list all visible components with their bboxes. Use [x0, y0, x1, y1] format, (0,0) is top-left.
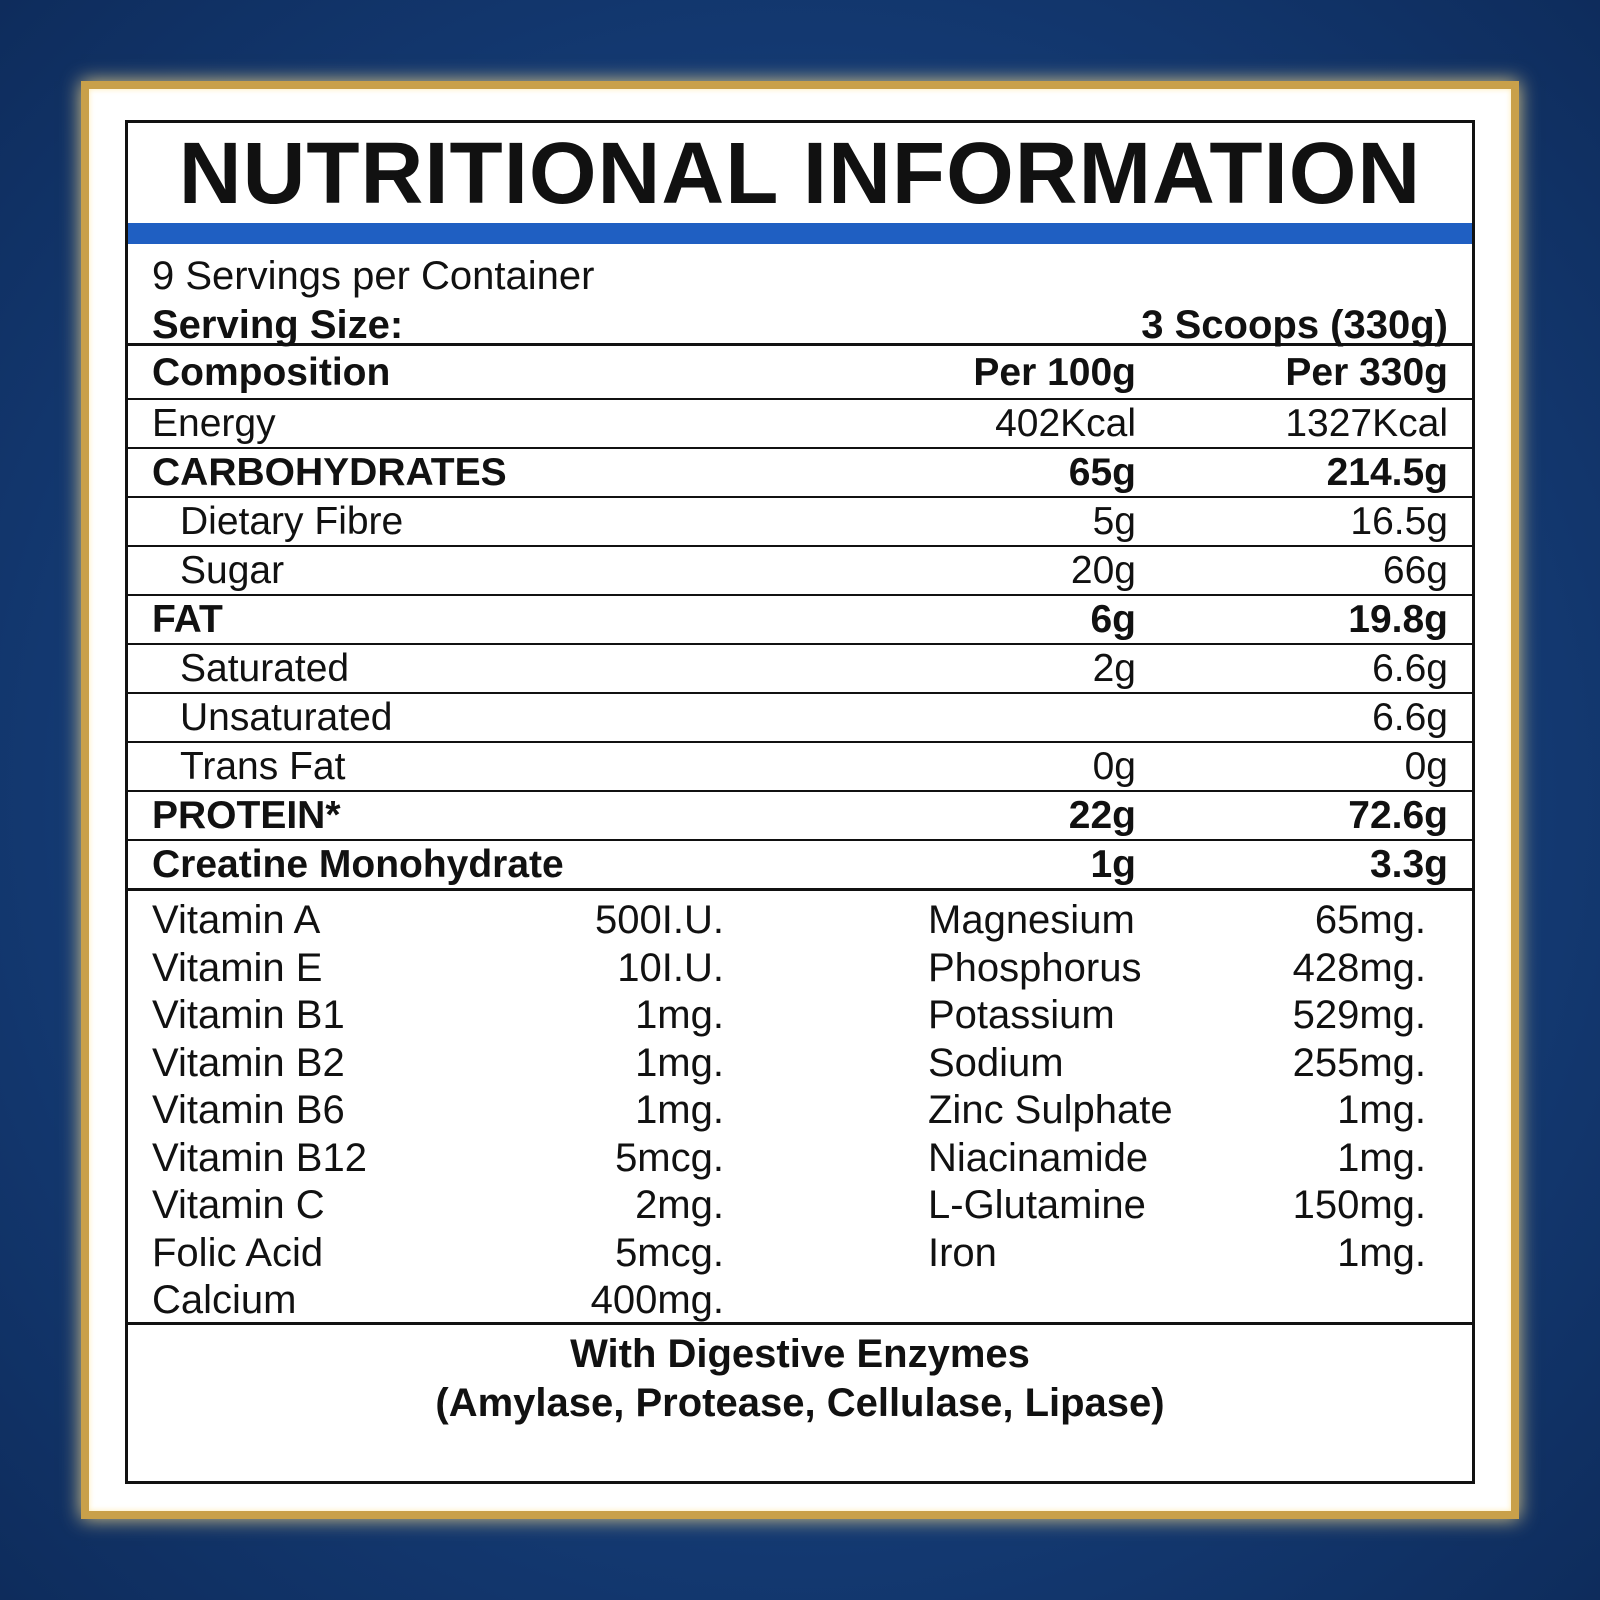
micro-name: Sodium [928, 1040, 1064, 1085]
row-name: FAT [128, 595, 812, 644]
micro-value: 1mg. [635, 1088, 724, 1132]
list-item [152, 1135, 724, 1183]
row-name: Dietary Fibre [128, 497, 812, 546]
table-row [128, 595, 1472, 644]
table-row [128, 399, 1472, 448]
title-accent-bar [128, 223, 1472, 244]
row-per-100g: 6g [812, 595, 1144, 644]
micro-name: Vitamin B6 [152, 1088, 345, 1132]
list-item [152, 1230, 724, 1278]
list-item [928, 1087, 1426, 1135]
row-name: CARBOHYDRATES [128, 448, 812, 497]
row-per-330g: 66g [1144, 546, 1472, 595]
micronutrients-left-column [152, 897, 724, 1322]
list-item [152, 992, 724, 1040]
serving-size-label: Serving Size: [152, 303, 404, 347]
list-item [928, 1230, 1426, 1278]
enzymes-title: With Digestive Enzymes [570, 1332, 1030, 1376]
row-name: Energy [128, 399, 812, 448]
row-per-100g [812, 693, 1144, 742]
list-item [928, 897, 1426, 945]
table-row [128, 644, 1472, 693]
list-item [152, 945, 724, 993]
table-row [128, 693, 1472, 742]
micro-name: Vitamin B2 [152, 1040, 345, 1085]
row-name: Saturated [128, 644, 812, 693]
micro-value: 150mg. [1292, 1183, 1426, 1227]
micro-name: Vitamin C [152, 1183, 325, 1227]
serving-size-value: 3 Scoops (330g) [1141, 303, 1448, 347]
list-item [152, 897, 724, 945]
row-per-100g: 1g [812, 840, 1144, 890]
enzymes-list: (Amylase, Protease, Cellulase, Lipase) [435, 1381, 1165, 1425]
micro-name: Calcium [152, 1278, 297, 1322]
micro-name: Zinc Sulphate [928, 1088, 1173, 1132]
row-per-330g: 0g [1144, 742, 1472, 791]
row-per-330g: 3.3g [1144, 840, 1472, 890]
row-per-330g: 214.5g [1144, 448, 1472, 497]
micro-value: 428mg. [1292, 945, 1426, 990]
table-row [128, 497, 1472, 546]
table-row [128, 448, 1472, 497]
micro-name: Magnesium [928, 898, 1135, 942]
list-item [928, 1040, 1426, 1088]
servings-per-container: 9 Servings per Container [152, 254, 595, 298]
row-per-100g: 5g [812, 497, 1144, 546]
micro-value: 1mg. [635, 1040, 724, 1085]
micro-name: Vitamin B1 [152, 993, 345, 1037]
list-item [152, 1182, 724, 1230]
list-item [928, 992, 1426, 1040]
nutrition-panel [125, 120, 1475, 1484]
composition-table [128, 346, 1472, 891]
row-name: Creatine Monohydrate [128, 840, 812, 890]
row-name: Sugar [128, 546, 812, 595]
micro-value: 1mg. [1337, 1230, 1426, 1275]
list-item [152, 1040, 724, 1088]
list-item [928, 1182, 1426, 1230]
row-per-100g: 2g [812, 644, 1144, 693]
enzymes-footer [128, 1325, 1472, 1428]
row-per-100g: 0g [812, 742, 1144, 791]
row-per-330g: 1327Kcal [1144, 399, 1472, 448]
header-per-330g: Per 330g [1144, 346, 1472, 399]
composition-header-row [128, 346, 1472, 399]
row-name: Unsaturated [128, 693, 812, 742]
micro-value: 400mg. [590, 1278, 724, 1322]
row-name: Trans Fat [128, 742, 812, 791]
micro-value: 1mg. [1337, 1135, 1426, 1180]
table-row [128, 546, 1472, 595]
micro-value: 5mcg. [615, 1230, 724, 1275]
micro-name: Vitamin A [152, 898, 321, 942]
micro-value: 5mcg. [615, 1135, 724, 1180]
table-row [128, 840, 1472, 890]
micro-name: L-Glutamine [928, 1183, 1146, 1227]
serving-info [128, 244, 1472, 346]
micro-value: 10I.U. [617, 945, 724, 990]
row-name: PROTEIN* [128, 791, 812, 840]
micro-value: 529mg. [1292, 993, 1426, 1037]
row-per-330g: 72.6g [1144, 791, 1472, 840]
micro-value: 255mg. [1292, 1040, 1426, 1085]
micro-value: 1mg. [635, 993, 724, 1037]
micronutrients-section [128, 891, 1472, 1325]
row-per-330g: 19.8g [1144, 595, 1472, 644]
row-per-330g: 6.6g [1144, 644, 1472, 693]
micro-name: Niacinamide [928, 1135, 1149, 1180]
list-item [152, 1087, 724, 1135]
micro-value: 1mg. [1337, 1088, 1426, 1132]
micro-name: Folic Acid [152, 1230, 324, 1275]
row-per-330g: 16.5g [1144, 497, 1472, 546]
micro-name: Vitamin E [152, 945, 323, 990]
header-per-100g: Per 100g [812, 346, 1144, 399]
row-per-330g: 6.6g [1144, 693, 1472, 742]
micro-name: Phosphorus [928, 945, 1142, 990]
micronutrients-right-column [928, 897, 1426, 1322]
micro-name: Potassium [928, 993, 1115, 1037]
micro-value: 2mg. [635, 1183, 724, 1227]
row-per-100g: 65g [812, 448, 1144, 497]
serving-size-row [152, 300, 1448, 350]
panel-title: NUTRITIONAL INFORMATION [178, 124, 1422, 222]
list-item [928, 1135, 1426, 1183]
row-per-100g: 402Kcal [812, 399, 1144, 448]
list-item [152, 1277, 724, 1325]
table-row [128, 742, 1472, 791]
micro-value: 500I.U. [595, 898, 724, 942]
table-row [128, 791, 1472, 840]
row-per-100g: 20g [812, 546, 1144, 595]
list-item [928, 945, 1426, 993]
row-per-100g: 22g [812, 791, 1144, 840]
header-composition: Composition [128, 346, 812, 399]
micro-name: Vitamin B12 [152, 1135, 367, 1180]
micro-value: 65mg. [1314, 898, 1426, 942]
micro-name: Iron [928, 1230, 997, 1275]
